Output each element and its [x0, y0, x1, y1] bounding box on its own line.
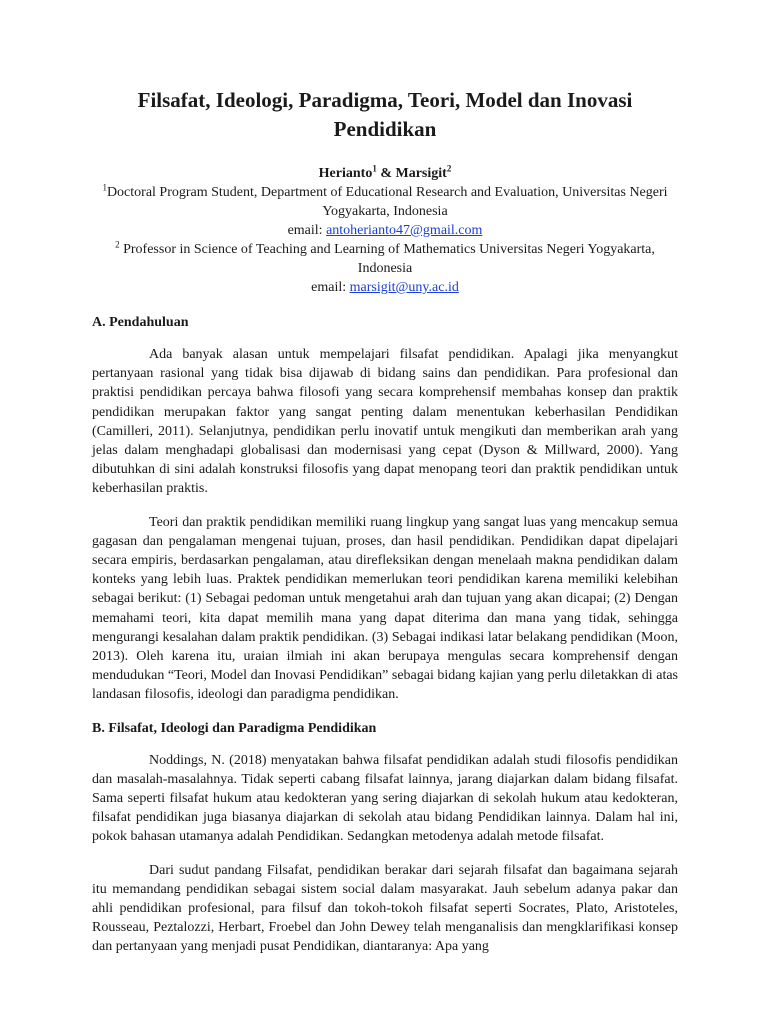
author-line — [92, 165, 678, 183]
affiliation-1-sup: 1 — [102, 182, 107, 193]
paper-page — [92, 86, 678, 957]
author-2-name: Marsigit — [395, 166, 447, 181]
email-1-link[interactable]: antoherianto47@gmail.com — [326, 223, 483, 238]
author-1-name: Herianto — [318, 166, 373, 181]
paper-title: Filsafat, Ideologi, Paradigma, Teori, Model dan Inovasi Pendidikan — [137, 88, 633, 141]
affiliation-2-sup: 2 — [115, 239, 120, 250]
affiliation-1 — [92, 183, 678, 221]
section-heading-b: B. Filsafat, Ideologi dan Paradigma Pendidikan — [92, 720, 377, 736]
email-2-link[interactable]: marsigit@uny.ac.id — [349, 280, 459, 295]
email-1-label: email: — [287, 223, 327, 238]
affiliation-2-text: Professor in Science of Teaching and Learning of Mathematics Universitas Negeri Yogyakarta, Indonesia — [119, 242, 659, 276]
affiliation-1-text: Doctoral Program Student, Department of Educational Research and Evaluation, Universitas Negeri Yogyakarta, Indonesia — [106, 185, 668, 219]
section-heading-a: A. Pendahuluan — [92, 315, 189, 330]
author-2-sup: 2 — [446, 163, 452, 174]
email-line-2 — [92, 278, 678, 297]
author-1-sup: 1 — [372, 163, 377, 174]
paragraph: Noddings, N. (2018) menyatakan bahwa filsafat pendidikan adalah studi filosofis pendidikan dan masalah-masalahnya. Tidak seperti cabang filsafat lainnya, jarang diajarkan dalam bidang filsafat. Sama seperti filsafat hukum atau kedokteran yang sering diajarkan di sekolah hukum atau kedokteran, filsafat pendidikan juga biasanya diajarkan di sekolah atau bidang Pendidikan lainnya. Dalam hal ini, pokok bahasan utamanya adalah Pendidikan. Sedangkan metodenya adalah metode filsafat. — [92, 752, 678, 845]
affiliation-2 — [92, 240, 678, 278]
email-2-label: email: — [311, 280, 350, 295]
paragraph: Teori dan praktik pendidikan memiliki ruang lingkup yang sangat luas yang mencakup semua gagasan dan pengalaman mengenai tujuan, proses, dan hasil pendidikan. Pendidikan dapat dipelajari secara empiris, berdasarkan pengalaman, atau direfleksikan dengan menelaah makna pendidikan dalam konteks yang lebih luas. Praktek pendidikan memerlukan teori pendidikan karena memiliki kelebihan sebagai berikut: (1) Sebagai pedoman untuk mengetahui arah dan tujuan yang akan dicapai; (2) Dengan memahami teori, kita dapat memilih mana yang dapat diterima dan mana yang tidak, sehingga mengurangi kesalahan dalam praktik pendidikan. (3) Sebagai indikasi latar belakang pendidikan (Moon, 2013). Oleh karena itu, uraian ilmiah ini akan berupaya mengulas secara komprehensif dengan mendudukan “Teori, Model dan Inovasi Pendidikan” sebagai bidang kajian yang perlu diletakkan di atas landasan filosofis, ideologi dan paradigma pendidikan. — [92, 514, 678, 703]
email-line-1 — [92, 221, 678, 240]
author-separator: & — [376, 166, 396, 181]
paragraph: Dari sudut pandang Filsafat, pendidikan berakar dari sejarah filsafat dan bagaimana sejarah itu memandang pendidikan sebagai sistem social dalam masyarakat. Jauh sebelum adanya pakar dan ahli pendidikan profesional, para filsuf dan tokoh-tokoh filsafat seperti Socrates, Plato, Aristoteles, Rousseau, Peztalozzi, Herbart, Froebel dan John Dewey telah menganalisis dan mengklarifikasi konsep dan pertanyaan yang menjadi pusat Pendidikan, diantaranya: Apa yang — [92, 862, 678, 955]
paragraph: Ada banyak alasan untuk mempelajari filsafat pendidikan. Apalagi jika menyangkut pertanyaan rasional yang tidak bisa dijawab di bidang sains dan pendidikan. Para profesional dan praktisi pendidikan percaya bahwa filosofi yang secara komprehensif membahas konsep dan praktik pendidikan merupakan faktor yang sangat penting dalam menentukan keberhasilan Pendidikan (Camilleri, 2011). Selanjutnya, pendidikan perlu inovatif untuk mengikuti dan memberikan arah yang jelas dalam menghadapi globalisasi dan modernisasi yang cepat (Dyson & Millward, 2000). Yang dibutuhkan di sini adalah konstruksi filosofis yang dapat menopang teori dan praktik pendidikan untuk keberhasilan praktis. — [92, 347, 678, 497]
